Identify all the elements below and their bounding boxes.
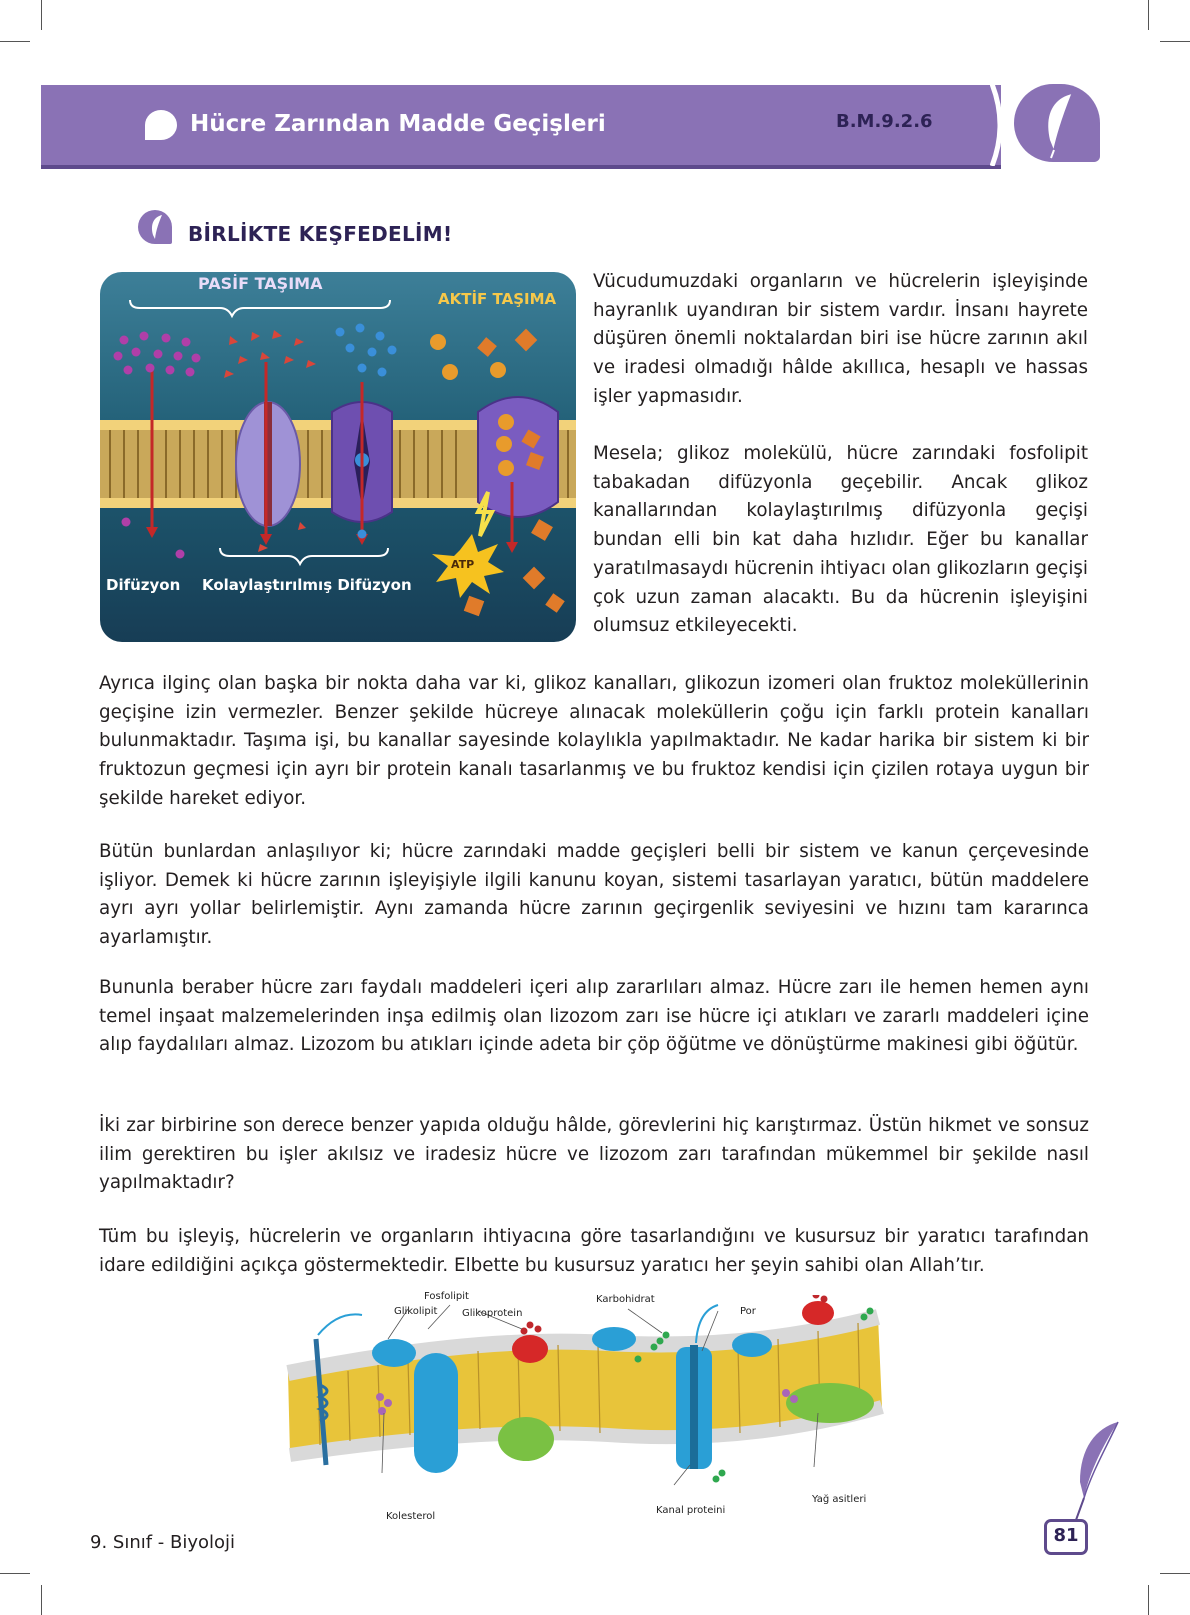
header-bullet-icon [145,110,177,140]
paragraph-2: Mesela; glikoz molekülü, hücre zarındaki fosfolipit tabakadan difüzyonla geçebilir. Ancak glikoz kanallarından kolaylaştırılmış difüzyonla geçişi bundan elli bin kat daha hızlıdır. Eğer bu kanallar yaratılmasaydı hücrenin ihtiyacı olan glikozların geçişi çok uzun zaman alacaktı. Bu da hücrenin işleyişini olumsuz etkileyecekti. [593,443,1088,637]
paragraph-7: Tüm bu işleyiş, hücrelerin ve organların ihtiyacına göre tasarlandığını ve kusursuz bir yaratıcı tarafından idare edildiğini açıkça göstermektedir. Elbette bu kusursuz yaratıcı her şeyin sahibi olan Allah’tır. [99,1226,1089,1276]
crop-mark [1148,1585,1149,1615]
label-glikoprotein: Glikoprotein [462,1308,523,1319]
label-kolesterol: Kolesterol [386,1511,436,1522]
section-feather-badge [138,210,172,244]
label-glikolipit: Glikolipit [394,1306,438,1317]
paragraph-4: Bütün bunlardan anlaşılıyor ki; hücre zarındaki madde geçişleri belli bir sistem ve kanun çerçevesinde işliyor. Demek ki hücre zarının işleyişiyle ilgili kanunu koyan, sistemi tasarlayan yaratıcı, bütün maddelere ayrı ayrı yollar belirlemiştir. Aynı zamanda hücre zarının geçirgenlik seviyesini ve hızını tam kararınca ayarlamıştır. [99,841,1089,949]
curriculum-code: B.M.9.2.6 [836,111,933,132]
crop-mark [0,1573,30,1574]
header-feather-badge [1014,84,1100,162]
label-atp: ATP [451,558,475,571]
cell-membrane-diagram [278,1291,918,1527]
crop-mark [1160,1573,1190,1574]
footer-course-label: 9. Sınıf - Biyoloji [90,1532,236,1553]
header-curve-divider [990,84,1010,166]
label-facilitated-diffusion: Kolaylaştırılmış Difüzyon [202,576,412,594]
crop-mark [0,41,30,42]
label-diffusion: Difüzyon [106,576,181,594]
paragraph-1: Vücudumuzdaki organların ve hücrelerin işleyişinde hayranlık uyandıran bir sistem vardır. İnsanı hayrete düşüren önemli noktalardan biri ise hücre zarının akıl ve iradesi olmadığı hâlde akıllıca, hesaplı ve hassas işler yapmasıdır. [593,271,1088,407]
label-passive-transport: PASİF TAŞIMA [198,274,323,293]
crop-mark [41,1585,42,1615]
label-fosfolipit: Fosfolipit [424,1291,469,1302]
paragraph-5: Bununla beraber hücre zarı faydalı maddeleri içeri alıp zararlıları almaz. Hücre zarı ile hemen hemen aynı temel inşaat malzemelerinden inşa edilmiş olan lizozom zarı ise hücre içi atıkları ve zararlı maddeleri içine alıp faydalıları almaz. Lizozom bu atıkları içinde adeta bir çöp öğütme ve dönüştürme makinesi gibi öğütür. [99,977,1089,1056]
crop-mark [1160,41,1190,42]
paragraph-3: Ayrıca ilginç olan başka bir nokta daha var ki, glikoz kanalları, glikozun izomeri olan fruktoz moleküllerinin geçişine izin vermezler. Benzer şekilde hücreye alınacak moleküllerin çoğu için farklı protein kanalları bulunmaktadır. Taşıma işi, bu kanallar sayesinde kolaylıkla yapılmaktadır. Ne kadar harika bir sistem ki bir fruktozun geçmesi için ayrı bir protein kanalı tasarlanmış ve bu fruktoz kendisi için çizilen rotaya uygun bir şekilde hareket ediyor. [99,673,1089,809]
page-number: 81 [1053,1525,1079,1546]
transport-diagram [100,272,576,642]
label-active-transport: AKTİF TAŞIMA [438,290,557,308]
paragraph-6: İki zar birbirine son derece benzer yapıda olduğu hâlde, görevlerini hiç karıştırmaz. Üstün hikmet ve sonsuz ilim gerektiren bu işler akılsız ve iradesiz hücre ve lizozom zarı tarafından mükemmel bir şekilde nasıl yapılmaktadır? [99,1115,1089,1194]
cell-membrane-svg [278,1295,918,1527]
label-kanal-proteini: Kanal proteini [656,1505,726,1516]
label-por: Por [740,1306,756,1317]
feather-icon [138,210,172,244]
crop-mark [1148,0,1149,30]
section-title: BİRLİKTE KEŞFEDELİM! [188,222,453,246]
feather-icon [1014,84,1100,162]
label-karbohidrat: Karbohidrat [596,1294,655,1305]
label-yag-asitleri: Yağ asitleri [812,1494,867,1505]
crop-mark [41,0,42,30]
page-title: Hücre Zarından Madde Geçişleri [190,111,606,137]
